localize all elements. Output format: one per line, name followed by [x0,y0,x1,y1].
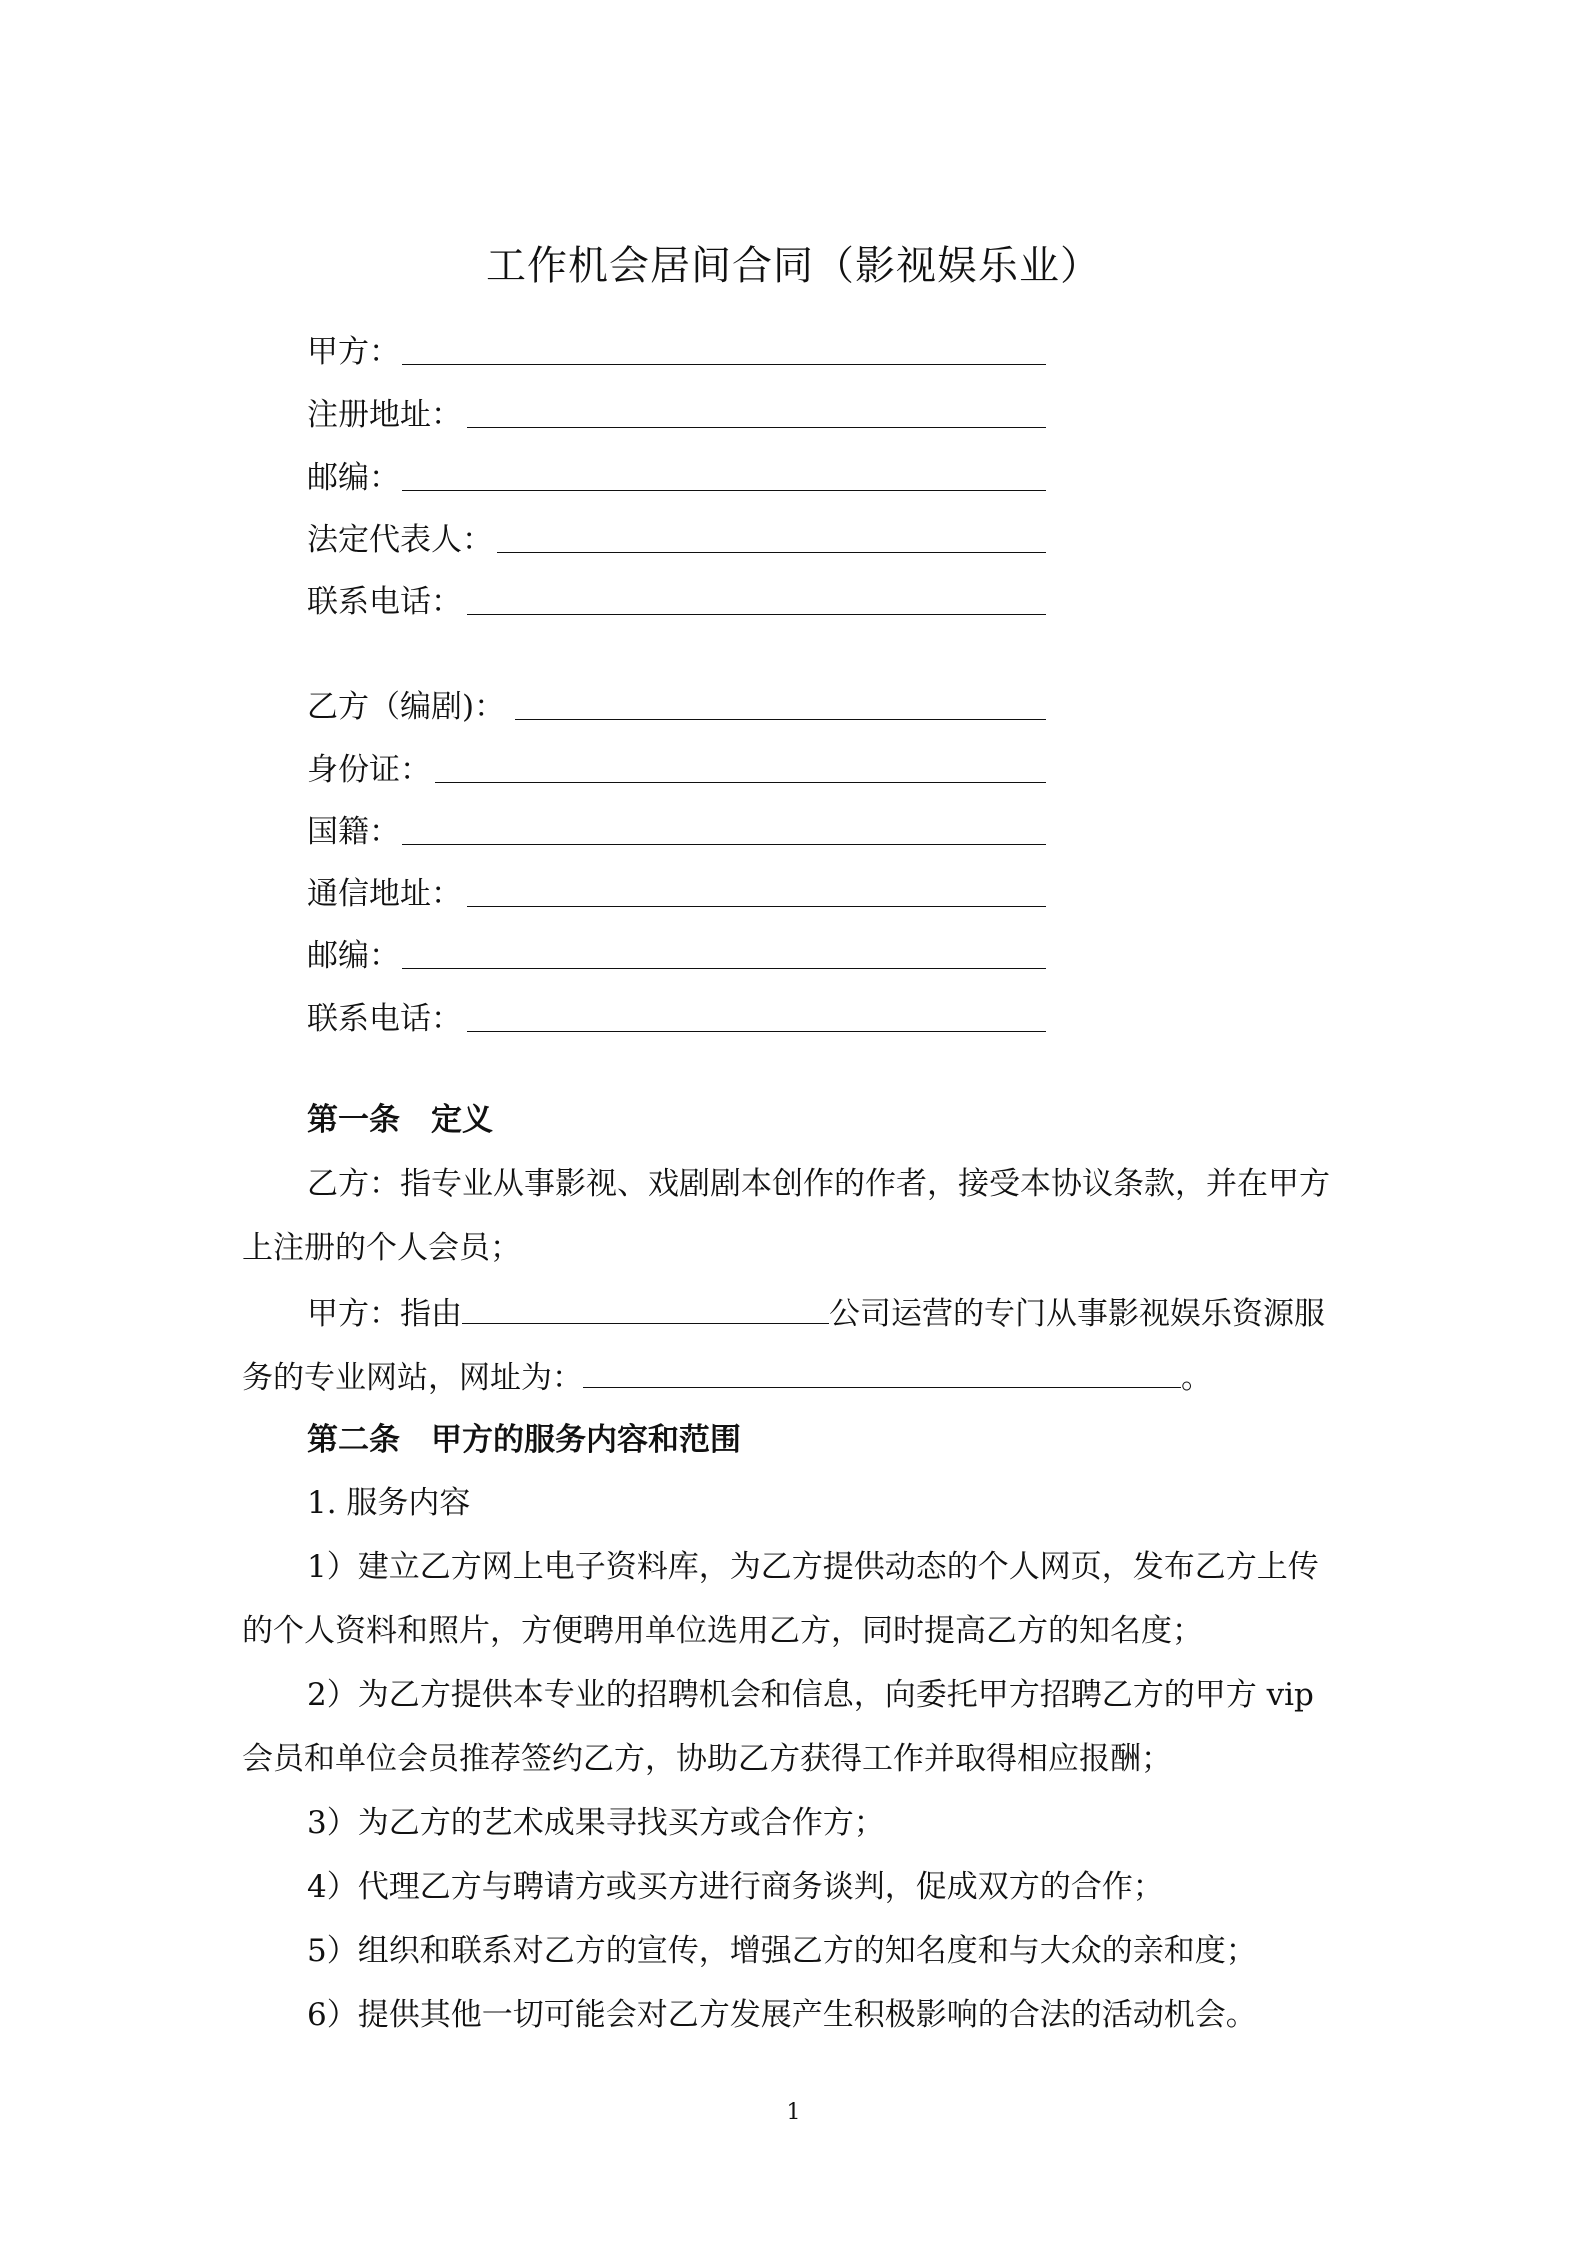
service-item-2-line-2: 会员和单位会员推荐签约乙方，协助乙方获得工作并取得相应报酬； [242,1741,1172,1777]
party-b-phone-blank[interactable] [467,1031,1046,1032]
service-item-4-text: 4）代理乙方与聘请方或买方进行商务谈判，促成双方的合作； [307,1869,1164,1905]
definition-party-a-suffix: 公司运营的专门从事影视娱乐资源服 [829,1296,1325,1332]
party-a-phone-field [307,580,462,624]
definition-party-a-url-prefix: 务的专业网站，网址为： [242,1360,583,1396]
service-content-text: 1. 服务内容 [307,1485,471,1521]
service-item-5 [242,1929,1354,1973]
party-b-phone-field [307,997,462,1041]
website-url-blank[interactable] [583,1355,1181,1388]
article-2-heading: 第二条 甲方的服务内容和范围 [307,1422,741,1458]
service-item-1-line-2: 的个人资料和照片，方便聘用单位选用乙方，同时提高乙方的知名度； [242,1613,1203,1649]
service-item-3 [242,1801,1354,1845]
definition-party-b-line-1 [242,1162,1354,1206]
party-b-nationality-blank[interactable] [402,844,1046,845]
page-number: 1 [786,2100,801,2125]
party-a-blank[interactable] [402,364,1046,365]
party-a-field [307,330,400,374]
party-b-address-label: 通信地址： [307,876,462,912]
service-item-6-text: 6）提供其他一切可能会对乙方发展产生积极影响的合法的活动机会。 [307,1997,1257,2033]
party-a-phone-label: 联系电话： [307,584,462,620]
party-b-label: 乙方（编剧)： [307,689,506,725]
definition-party-a-line-2 [242,1355,1354,1400]
party-a-label: 甲方： [307,334,400,370]
party-b-nationality-field [307,810,400,854]
party-a-legal-rep-blank[interactable] [497,552,1046,553]
party-a-address-blank[interactable] [467,427,1046,428]
service-item-2-line-1 [242,1673,1354,1717]
party-a-postcode-field [307,456,400,500]
party-b-postcode-field [307,934,400,978]
party-a-legal-rep-label: 法定代表人： [307,522,493,558]
company-name-blank[interactable] [462,1291,829,1324]
party-b-nationality-label: 国籍： [307,814,400,850]
party-b-postcode-label: 邮编： [307,938,400,974]
party-a-legal-rep-field [307,518,493,562]
party-a-phone-blank[interactable] [467,614,1046,615]
definition-party-b-text-1: 乙方：指专业从事影视、戏剧剧本创作的作者，接受本协议条款，并在甲方 [307,1166,1330,1202]
party-a-postcode-label: 邮编： [307,460,400,496]
party-b-field [307,685,505,729]
party-a-address-field [307,393,462,437]
document-title: 工作机会居间合同（影视娱乐业） [486,243,1101,289]
party-b-address-blank[interactable] [467,906,1046,907]
party-b-id-field [307,748,431,792]
party-b-blank[interactable] [515,719,1046,720]
party-b-address-field [307,872,462,916]
service-content-subheading [242,1481,1354,1525]
party-b-id-label: 身份证： [307,752,431,788]
article-1-heading: 第一条 定义 [307,1102,493,1138]
party-b-postcode-blank[interactable] [402,968,1046,969]
service-item-6 [242,1993,1354,2037]
definition-party-a-line-1 [242,1291,1354,1336]
service-item-5-text: 5）组织和联系对乙方的宣传，增强乙方的知名度和与大众的亲和度； [307,1933,1257,1969]
service-item-4 [242,1865,1354,1909]
party-b-id-blank[interactable] [435,782,1046,783]
service-item-1-text-1: 1）建立乙方网上电子资料库，为乙方提供动态的个人网页，发布乙方上传 [307,1549,1319,1585]
definition-party-a-url-suffix: 。 [1181,1360,1212,1396]
definition-party-a-prefix: 甲方：指由 [307,1296,462,1332]
definition-party-b-line-2: 上注册的个人会员； [242,1230,521,1266]
service-item-3-text: 3）为乙方的艺术成果寻找买方或合作方； [307,1805,885,1841]
party-b-phone-label: 联系电话： [307,1001,462,1037]
party-a-address-label: 注册地址： [307,397,462,433]
service-item-1-line-1 [242,1545,1354,1589]
party-a-postcode-blank[interactable] [402,490,1046,491]
service-item-2-text-1: 2）为乙方提供本专业的招聘机会和信息，向委托甲方招聘乙方的甲方 vip [307,1677,1314,1713]
